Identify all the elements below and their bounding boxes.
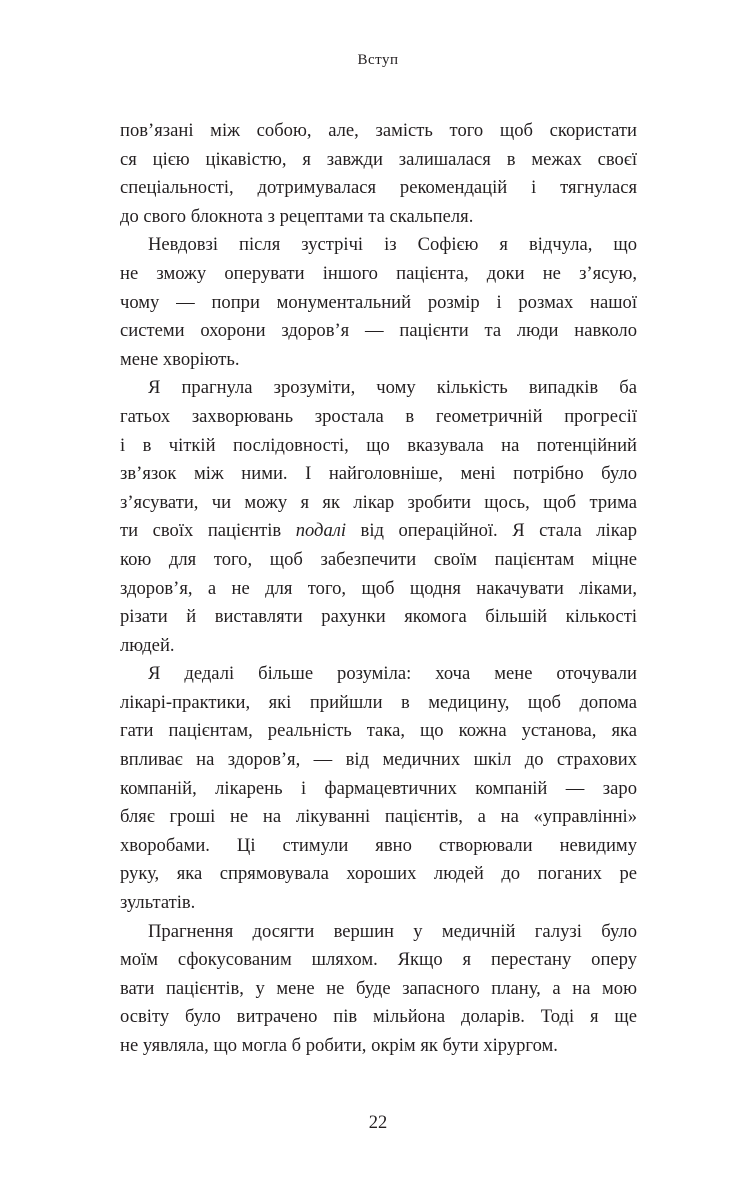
- paragraph: [120, 374, 637, 660]
- paragraph: [120, 918, 637, 1061]
- text-line: кою для того, щоб забезпечити своїм пацієнтам міцне: [120, 548, 637, 570]
- text-line: людей.: [120, 634, 175, 656]
- text-line: Прагнення досягти вершин у медичній галузі було: [148, 920, 637, 942]
- text-line: гатьох захворювань зростала в геометричній прогресії: [120, 405, 637, 427]
- text-line: впливає на здоров’я, — від медичних шкіл до страхових: [120, 749, 637, 771]
- text-line: ся цією цікавістю, я завжди залишалася в межах своєї: [120, 148, 637, 170]
- text-line: лікарі-практики, які прийшли в медицину, щоб допома: [120, 691, 637, 713]
- text-line: до свого блокнота з рецептами та скальпеля.: [120, 205, 474, 227]
- text-line: з’ясувати, чи можу я як лікар зробити щось, щоб трима: [120, 491, 637, 513]
- text-line: не уявляла, що могла б робити, окрім як бути хірургом.: [120, 1035, 558, 1056]
- text-line: компаній, лікарень і фармацевтичних компаній — заро: [120, 777, 637, 799]
- text-line: хворобами. Ці стимули явно створювали невидиму: [120, 834, 637, 856]
- text-line: чому — попри монументальний розмір і розмах нашої: [120, 291, 637, 313]
- text-line: спеціальності, дотримувалася рекомендацій і тягнулася: [120, 177, 637, 199]
- paragraph: [120, 117, 637, 231]
- text-line: ти своїх пацієнтів подалі від операційної. Я стала лікар: [120, 520, 637, 542]
- text-line: і в чіткій послідовності, що вказувала на потенційний: [120, 434, 637, 456]
- text-line: руку, яка спрямовувала хороших людей до поганих ре: [120, 863, 637, 885]
- text-line: мене хворіють.: [120, 348, 240, 370]
- text-line: вати пацієнтів, у мене не буде запасного плану, а на мою: [120, 977, 637, 999]
- text-line: не зможу оперувати іншого пацієнта, доки не з’ясую,: [120, 262, 637, 284]
- text-line: пов’язані між собою, але, замість того щоб скористати: [120, 120, 637, 141]
- text-line: Невдовзі після зустрічі із Софією я відчула, що: [148, 234, 637, 256]
- text-line: системи охорони здоров’я — пацієнти та люди навколо: [120, 320, 637, 342]
- text-line: бляє гроші не на лікуванні пацієнтів, а на «управлінні»: [120, 806, 637, 828]
- body-text: [120, 117, 637, 1061]
- paragraph: [120, 231, 637, 374]
- text-line: Я прагнула зрозуміти, чому кількість випадків ба: [148, 377, 637, 399]
- text-line: різати й виставляти рахунки якомога більшій кількості: [120, 606, 637, 628]
- page-number: 22: [368, 1113, 388, 1133]
- text-line: освіту було витрачено пів мільйона доларів. Тоді я ще: [120, 1006, 637, 1028]
- text-line: моїм сфокусованим шляхом. Якщо я перестану оперу: [120, 949, 637, 971]
- text-line: здоров’я, а не для того, щоб щодня накачувати ліками,: [120, 577, 637, 599]
- text-line: Я дедалі більше розуміла: хоча мене оточували: [148, 663, 637, 685]
- text-line: зультатів.: [120, 892, 196, 914]
- paragraph: [120, 660, 637, 917]
- text-line: зв’язок між ними. І найголовніше, мені потрібно було: [120, 463, 637, 485]
- running-head: Вступ: [357, 52, 399, 68]
- text-line: гати пацієнтам, реальність така, що кожна установа, яка: [120, 720, 637, 742]
